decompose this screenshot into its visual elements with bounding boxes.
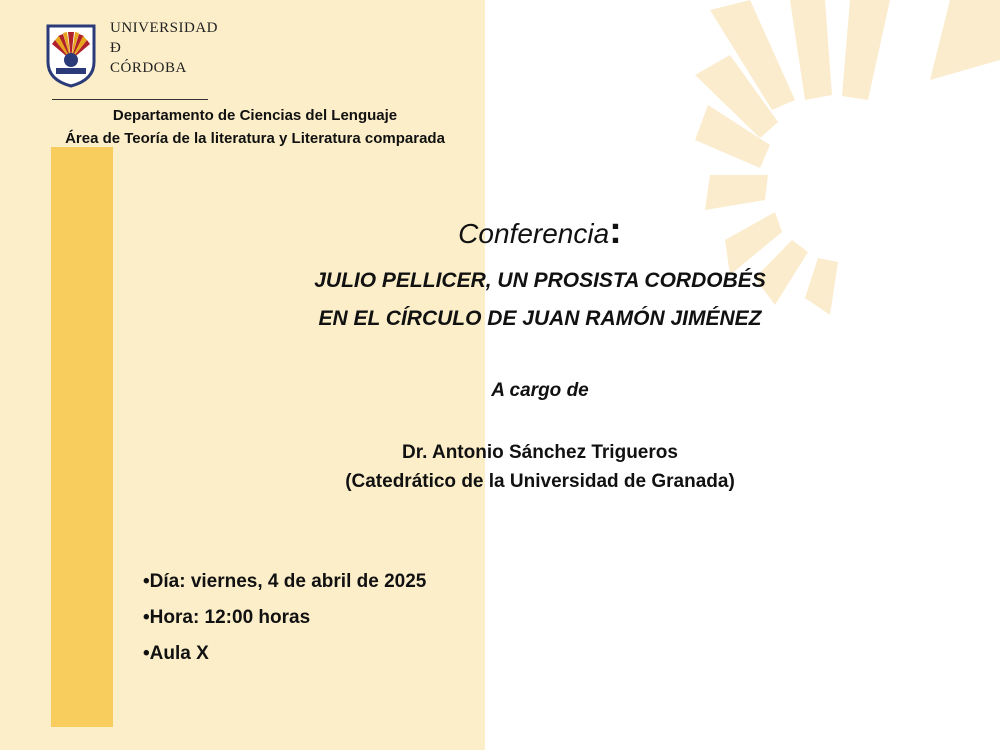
university-name-line-1: UNIVERSIDAD — [110, 20, 218, 36]
speaker-block — [240, 438, 840, 496]
department-heading — [0, 104, 510, 150]
accent-bar — [51, 147, 113, 727]
speaker-affiliation: (Catedrático de la Universidad de Granada) — [345, 471, 735, 492]
conference-heading — [440, 210, 640, 253]
presented-by-label: A cargo de — [491, 380, 589, 401]
conference-colon: : — [609, 210, 622, 252]
department-name: Departamento de Ciencias del Lenguaje — [112, 107, 398, 124]
university-name-line-3: CÓRDOBA — [110, 60, 187, 76]
university-name — [110, 18, 218, 78]
event-details-list — [143, 564, 426, 672]
talk-title — [240, 262, 840, 338]
talk-title-line-1: JULIO PELLICER, UN PROSISTA CORDOBÉS — [314, 269, 766, 292]
talk-title-line-2: EN EL CÍRCULO DE JUAN RAMÓN JIMÉNEZ — [318, 307, 762, 330]
detail-room: •Aula X — [143, 643, 209, 664]
detail-date: •Día: viernes, 4 de abril de 2025 — [143, 571, 427, 592]
header-divider — [52, 99, 208, 100]
speaker-name: Dr. Antonio Sánchez Trigueros — [402, 442, 678, 463]
university-name-line-2: Ð — [110, 40, 122, 56]
university-crest-logo — [44, 22, 98, 88]
detail-time: •Hora: 12:00 horas — [143, 607, 311, 628]
area-name: Área de Teoría de la literatura y Literatura comparada — [65, 130, 445, 147]
conference-label: Conferencia — [458, 218, 610, 249]
